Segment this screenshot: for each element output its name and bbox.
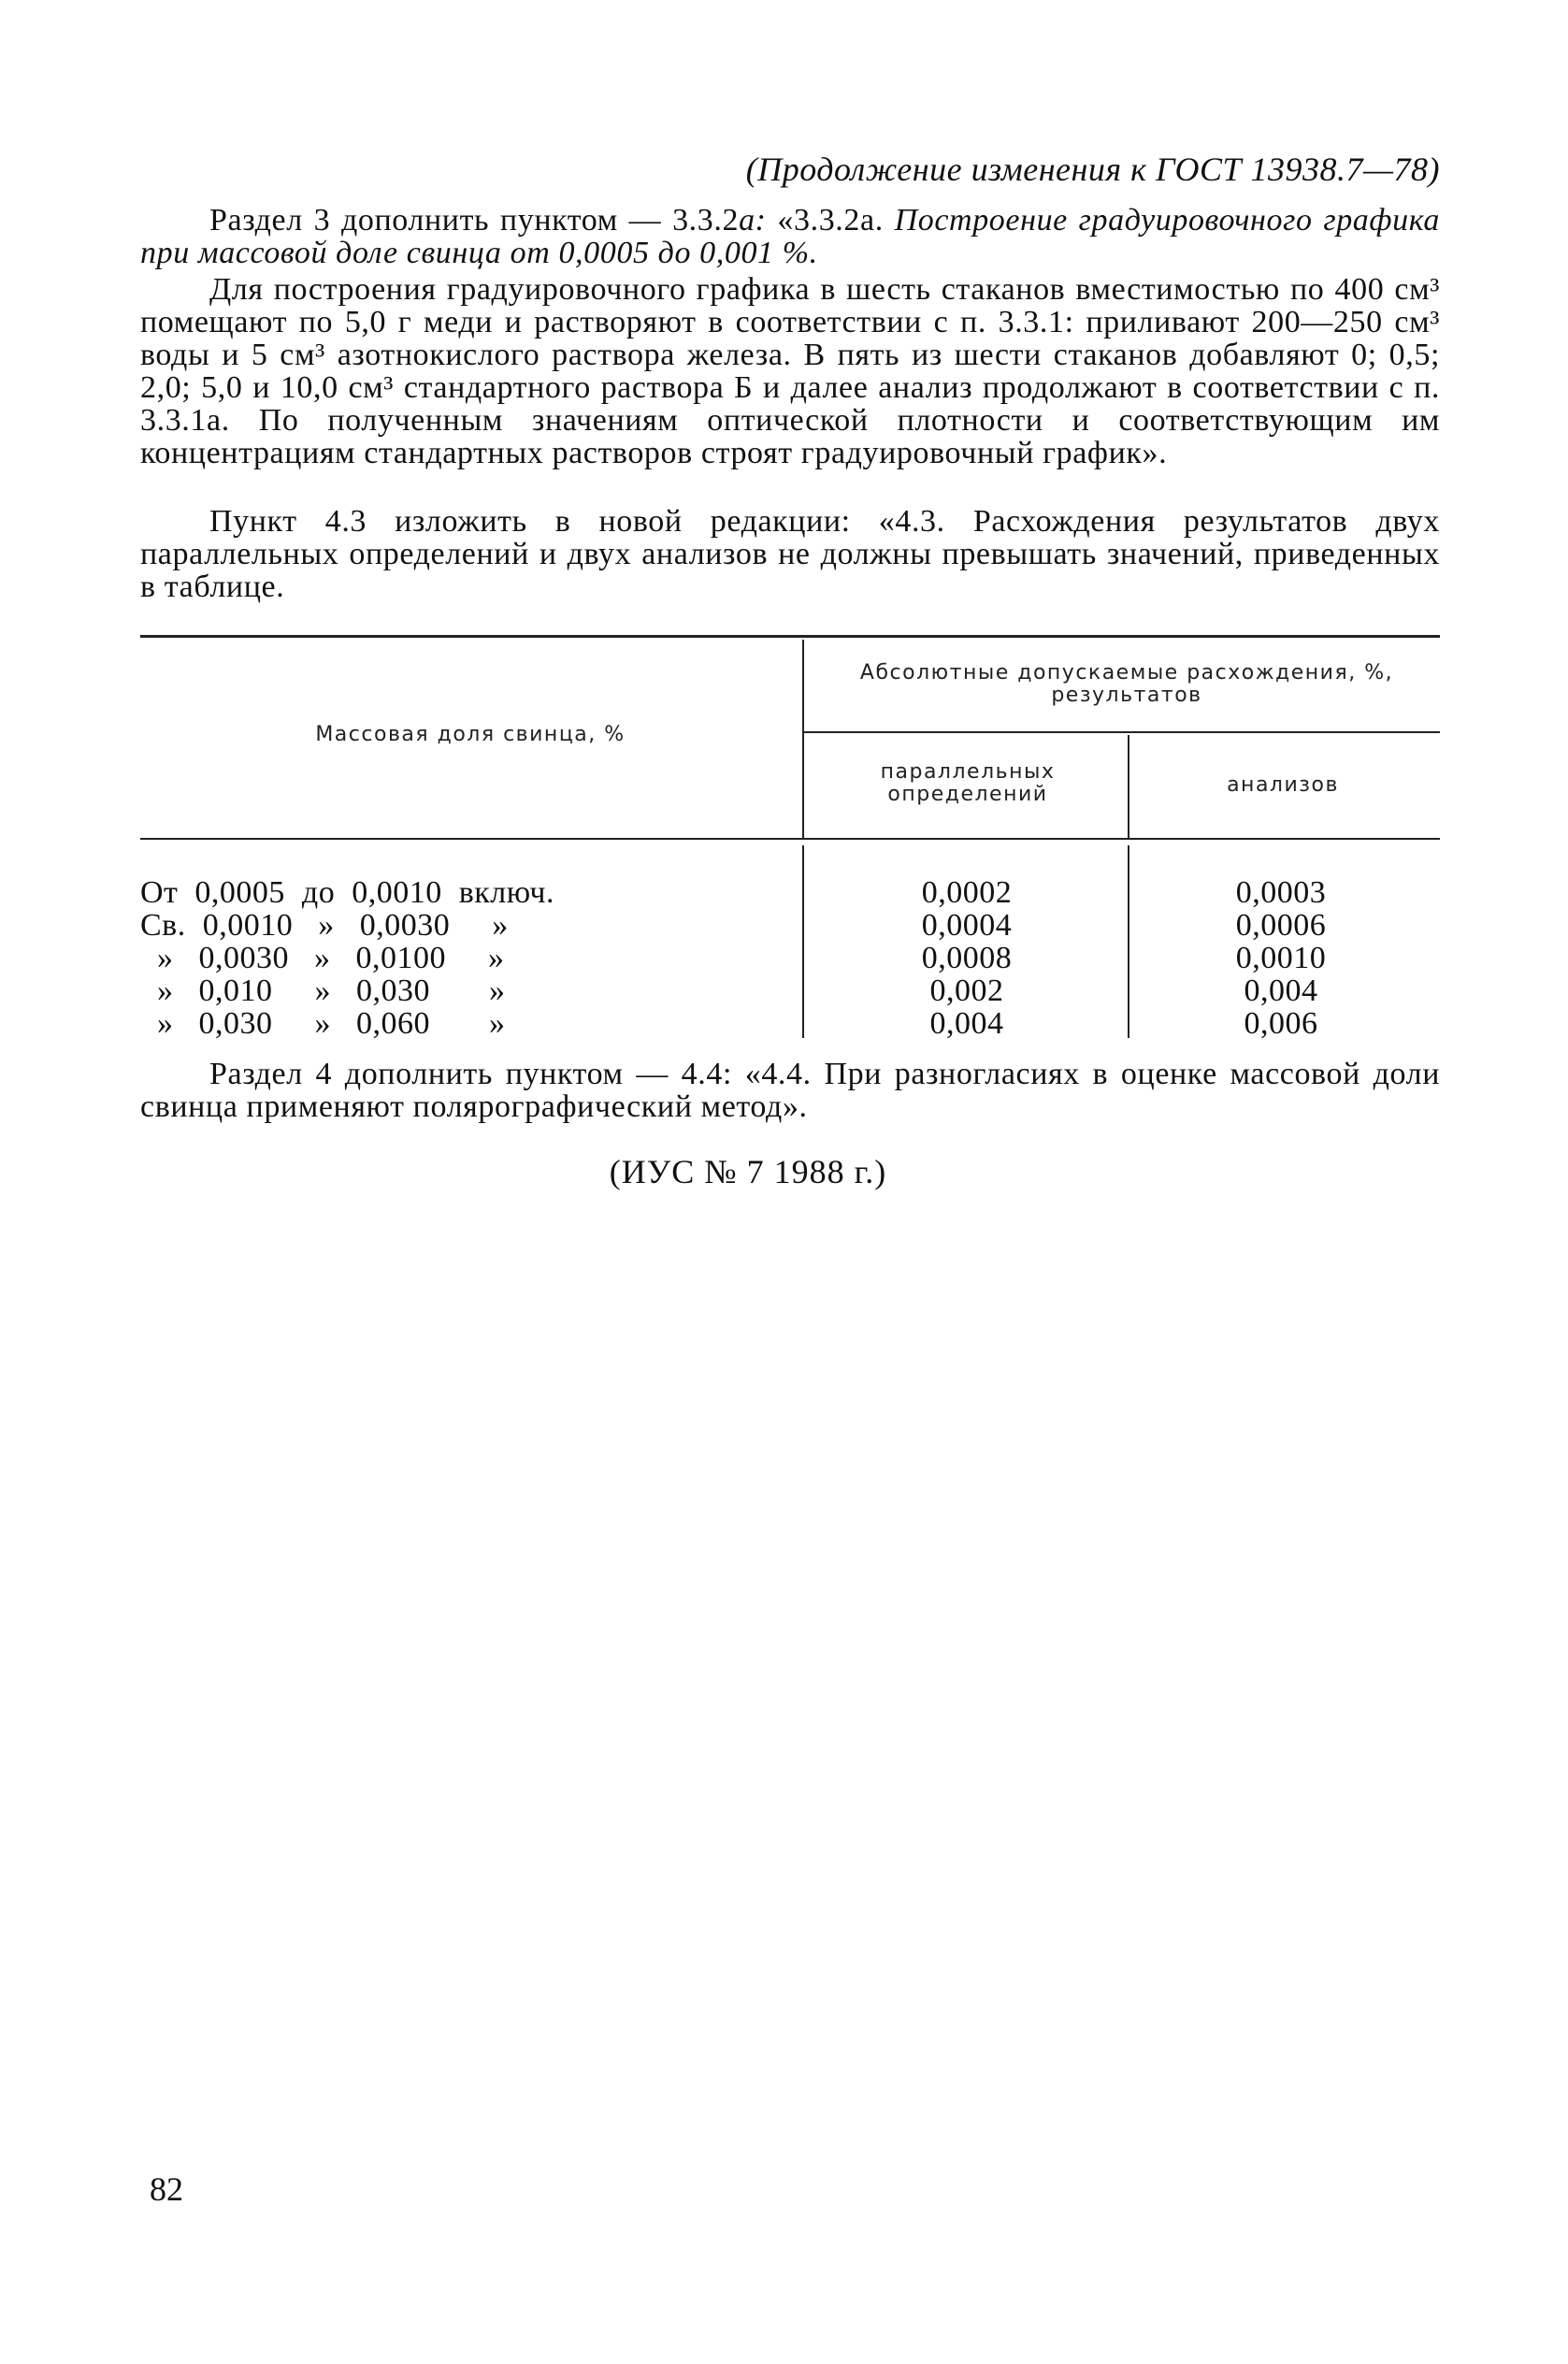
row-range: От 0,0005 до 0,0010 включ. <box>140 875 554 910</box>
row-analyses-value: 0,004 <box>1244 973 1318 1008</box>
paragraph-section3-quote: «3.3.2а. <box>766 203 895 238</box>
table-group-rule <box>804 731 1440 733</box>
paragraph-calibration: Для построения градуировочного графика в шесть стаканов вместимостью по 400 см³ помещают по 5,0 г меди и растворяют в соответствии с п. 3.3.1: приливают 200—250 см³ воды и 5 см³ азотнокислого раствора железа. В пять из шести стаканов добавляют 0; 0,5; 2,0; 5,0 и 10,0 см³ стандартного раствора Б и далее анализ продолжают в соответствии с п. 3.3.1а. По полученным значениям оптической плотности и соответствующим им концентрациям стандартных растворов строят градуировочный график». <box>140 272 1440 470</box>
row-parallel-value: 0,004 <box>929 1006 1004 1041</box>
paragraph-section3-title: Построение градуировочного графика при массовой доле свинца от 0,0005 до 0,001 %. <box>140 203 1441 270</box>
paragraph-4-3: Пункт 4.3 изложить в новой редакции: «4.3. Расхождения результатов двух параллельных определений и двух анализов не должны превышать значений, приведенных в таблице. <box>140 504 1440 604</box>
row-analyses-value: 0,0003 <box>1235 875 1327 910</box>
col-parallel-header: параллельных определений <box>880 760 1056 806</box>
row-range: » 0,010 » 0,030 » <box>140 973 506 1008</box>
row-range: » 0,030 » 0,060 » <box>140 1006 506 1041</box>
row-parallel-value: 0,0008 <box>921 941 1013 975</box>
header-note: (Продолжение изменения к ГОСТ 13938.7—78) <box>745 151 1440 188</box>
paragraph-section3-suffix: а: <box>739 203 767 238</box>
table-header-rule <box>140 838 1440 840</box>
table-vrule-2 <box>1128 735 1129 838</box>
row-parallel-value: 0,0004 <box>921 908 1013 943</box>
row-analyses-value: 0,0006 <box>1235 908 1327 943</box>
col-group-header: Абсолютные допускаемые расхождения, %, результатов <box>859 661 1394 707</box>
col-mass-fraction-header: Массовая доля свинца, % <box>315 723 626 746</box>
row-parallel-value: 0,0002 <box>921 875 1013 910</box>
paragraph-section4: Раздел 4 дополнить пунктом — 4.4: «4.4. При разногласиях в оценке массовой доли свинца применяют полярографический метод». <box>140 1057 1440 1124</box>
table-body-vrule-2 <box>1128 845 1129 1038</box>
table-body-vrule-1 <box>802 845 804 1038</box>
paragraph-section3-text: Раздел 3 дополнить пунктом — 3.3.2 <box>209 203 740 238</box>
page-number: 82 <box>150 2170 183 2208</box>
ius-reference: (ИУС № 7 1988 г.) <box>609 1153 887 1190</box>
col-analyses-header: анализов <box>1227 773 1339 797</box>
table-vrule-1 <box>802 640 804 838</box>
table-top-rule <box>140 635 1440 638</box>
row-analyses-value: 0,006 <box>1244 1006 1318 1041</box>
paragraph-section3 <box>140 204 1440 269</box>
row-parallel-value: 0,002 <box>929 973 1004 1008</box>
row-range: Св. 0,0010 » 0,0030 » <box>140 908 509 943</box>
row-analyses-value: 0,0010 <box>1235 941 1327 975</box>
row-range: » 0,0030 » 0,0100 » <box>140 941 505 975</box>
